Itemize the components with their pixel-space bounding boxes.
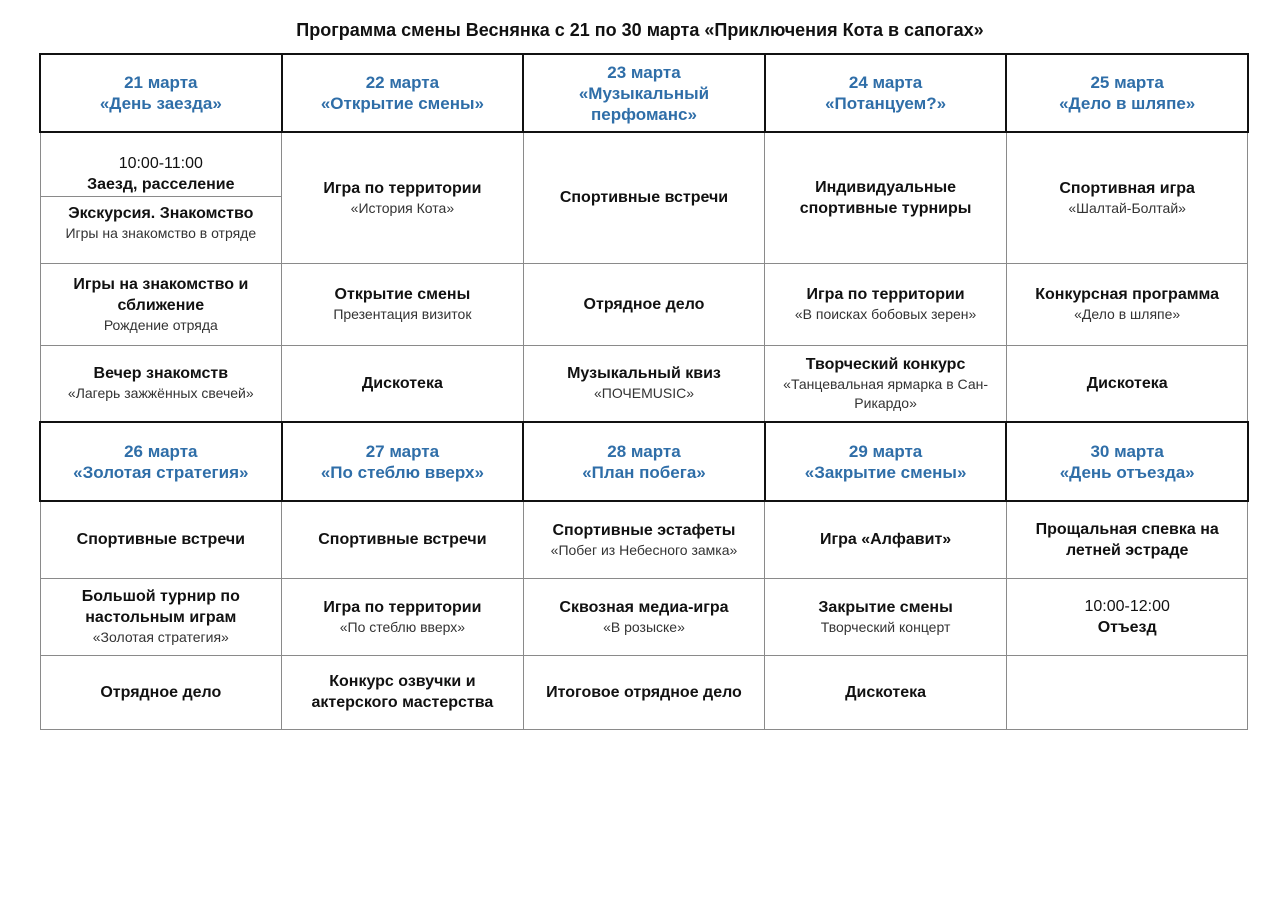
activity-row xyxy=(40,132,1248,263)
activity-cell: Творческий конкурс «Танцевальная ярмарка в Сан-Рикардо» xyxy=(765,345,1007,422)
activity-cell: Большой турнир по настольным играм «Золотая стратегия» xyxy=(40,578,282,655)
activity-subtitle: Игры на знакомство в отряде xyxy=(65,224,257,241)
day-header: 23 марта «Музыкальный перфоманс» xyxy=(523,54,765,132)
activity-cell: Дискотека xyxy=(282,345,524,422)
activity-title: Заезд, расселение xyxy=(87,175,235,193)
activity-cell: Спортивные встречи xyxy=(40,501,282,578)
activity-title: Экскурсия. Знакомство xyxy=(68,204,254,222)
day-header: 26 марта «Золотая стратегия» xyxy=(40,422,282,501)
activity-cell: Закрытие смены Творческий концерт xyxy=(765,578,1007,655)
activity-cell: Игра по территории «По стеблю вверх» xyxy=(282,578,524,655)
activity-cell: Отрядное дело xyxy=(40,655,282,729)
page-title: Программа смены Веснянка с 21 по 30 марта «Приключения Кота в сапогах» xyxy=(296,20,984,40)
day-header: 28 марта «План побега» xyxy=(523,422,765,501)
activity-cell-empty xyxy=(1006,655,1248,729)
activity-row xyxy=(40,263,1248,345)
activity-cell: Отрядное дело xyxy=(523,263,765,345)
day-header: 24 марта «Потанцуем?» xyxy=(765,54,1007,132)
activity-cell: Игра по территории «История Кота» xyxy=(282,132,524,263)
activity-cell: Спортивные эстафеты «Побег из Небесного замка» xyxy=(523,501,765,578)
activity-cell: Сквозная медиа-игра «В розыске» xyxy=(523,578,765,655)
day-header: 25 марта «Дело в шляпе» xyxy=(1006,54,1248,132)
activity-cell: Спортивные встречи xyxy=(523,132,765,263)
day-header: 27 марта «По стеблю вверх» xyxy=(282,422,524,501)
activity-row xyxy=(40,655,1248,729)
activity-cell: Спортивные встречи xyxy=(282,501,524,578)
activity-cell: Вечер знакомств «Лагерь зажжённых свечей» xyxy=(40,345,282,422)
activity-cell: Игра по территории «В поисках бобовых зерен» xyxy=(765,263,1007,345)
day-header: 21 марта «День заезда» xyxy=(40,54,282,132)
day-header: 29 марта «Закрытие смены» xyxy=(765,422,1007,501)
activity-row xyxy=(40,345,1248,422)
activity-row xyxy=(40,501,1248,578)
activity-cell: 10:00-12:00 Отъезд xyxy=(1006,578,1248,655)
activity-cell: Дискотека xyxy=(1006,345,1248,422)
activity-cell: Дискотека xyxy=(765,655,1007,729)
activity-cell: Игры на знакомство и сближение Рождение отряда xyxy=(40,263,282,345)
activity-cell: Открытие смены Презентация визиток xyxy=(282,263,524,345)
day-header-row xyxy=(40,422,1248,501)
day-header: 30 марта «День отъезда» xyxy=(1006,422,1248,501)
schedule-table xyxy=(39,53,1249,730)
activity-cell xyxy=(40,132,282,263)
activity-cell: Прощальная спевка на летней эстраде xyxy=(1006,501,1248,578)
day-header: 22 марта «Открытие смены» xyxy=(282,54,524,132)
activity-cell: Конкурсная программа «Дело в шляпе» xyxy=(1006,263,1248,345)
activity-row xyxy=(40,578,1248,655)
activity-cell: Конкурс озвучки и актерского мастерства xyxy=(282,655,524,729)
activity-cell: Спортивная игра «Шалтай-Болтай» xyxy=(1006,132,1248,263)
day-header-row xyxy=(40,54,1248,132)
activity-time: 10:00-11:00 xyxy=(118,154,203,172)
activity-cell: Индивидуальные спортивные турниры xyxy=(765,132,1007,263)
activity-cell: Игра «Алфавит» xyxy=(765,501,1007,578)
activity-cell: Итоговое отрядное дело xyxy=(523,655,765,729)
activity-cell: Музыкальный квиз «ПОЧЕMUSIC» xyxy=(523,345,765,422)
